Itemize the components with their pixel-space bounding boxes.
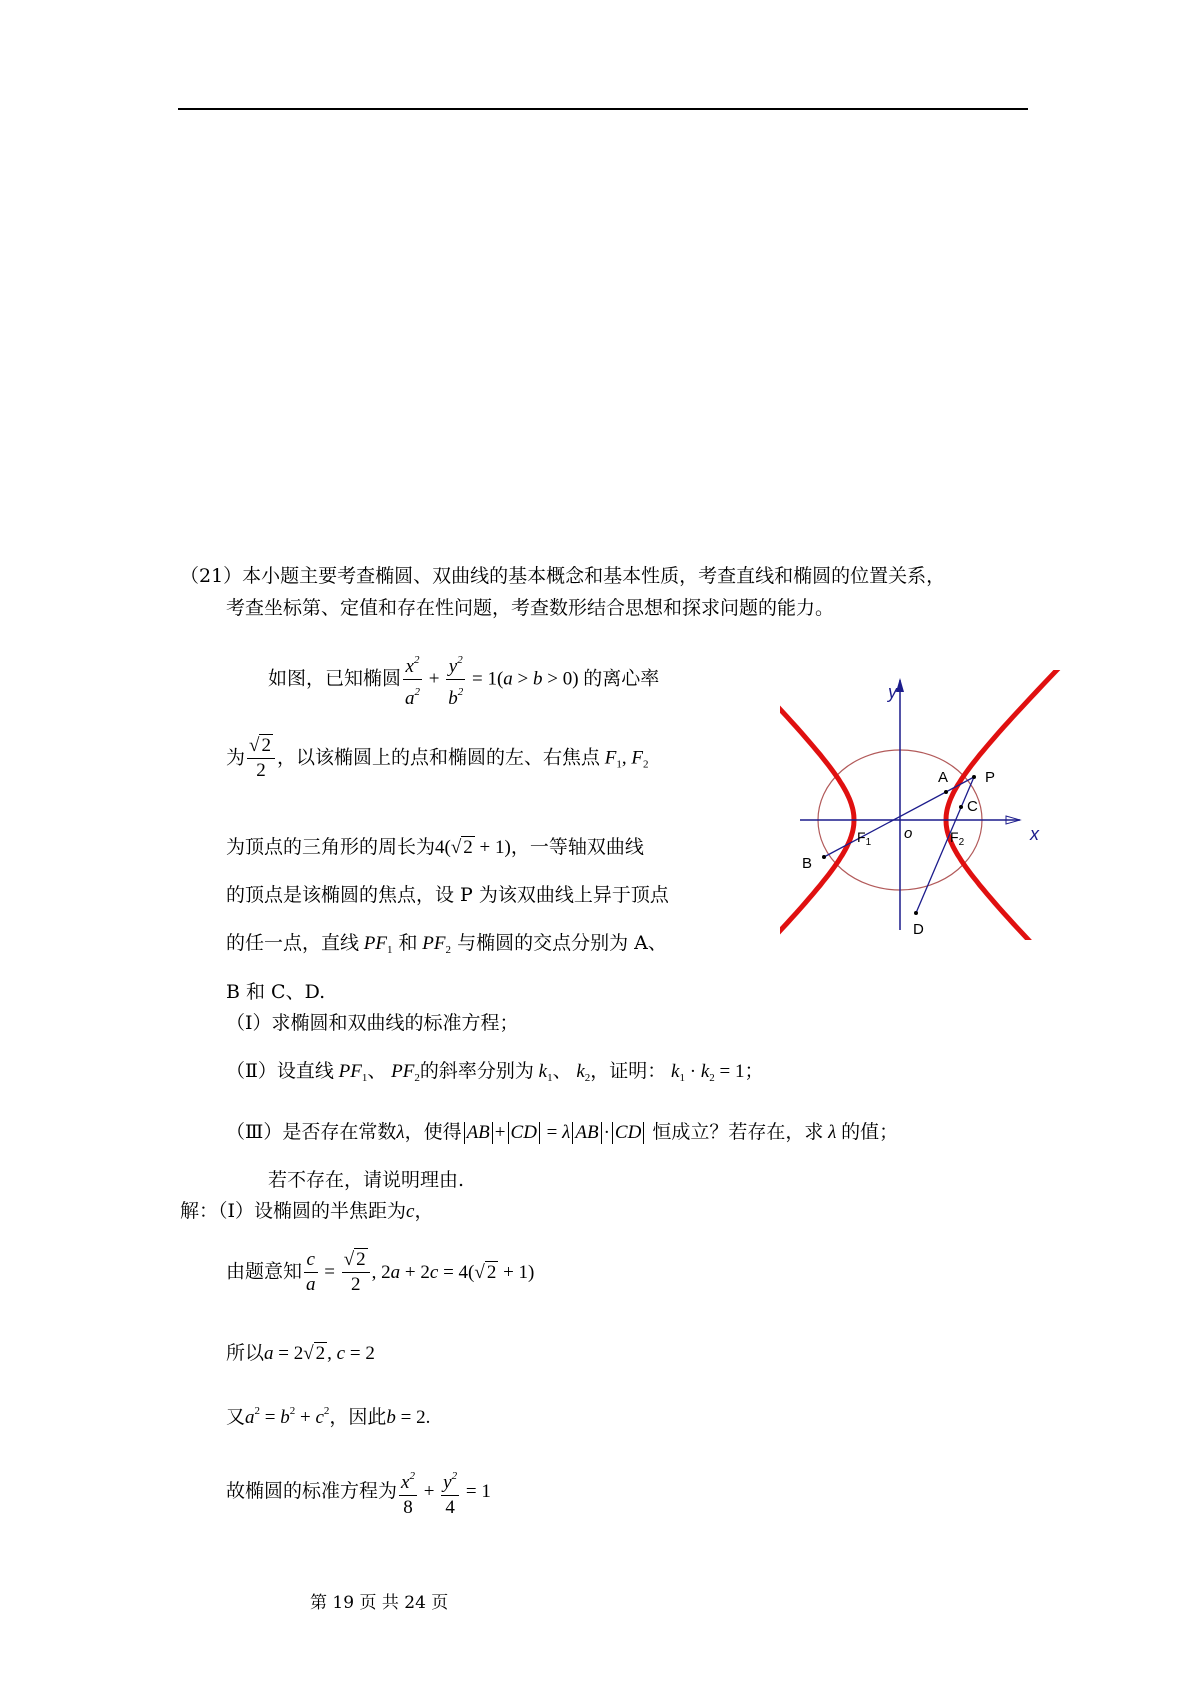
line-pf2 <box>916 777 974 913</box>
top-rule <box>178 108 1028 110</box>
problem-line-3: 为顶点的三角形的周长为4(√ 2 + 1)，一等轴双曲线 <box>226 836 644 858</box>
hyperbola-right-branch <box>946 670 1070 940</box>
point-d <box>914 911 918 915</box>
question-2: （Ⅱ）设直线 $PF_1$、 $PF_2$的斜率分别为 $k_1$、 $k_2$，证明： $k_1 \cdot k_2 = 1$； <box>226 1060 764 1084</box>
question-3: （Ⅲ）是否存在常数λ，使得 AB + CD = λ AB · CD 恒成立？若存在，求 λ 的值； <box>226 1121 899 1143</box>
problem-line-1: 如图，已知椭圆 $\frac{x^2}{a^2}$ + $\frac{y^2}{b^2}$ = 1(a > b > 0) 的离心率 <box>268 648 659 711</box>
problem-line-6: B 和 C、D. <box>226 981 326 1003</box>
solution-line-2: 由题意知 $\frac{c}{a}$ = $\frac{√ 2}{2}$ , 2a + 2c = 4(√ 2 + 1) <box>226 1249 535 1295</box>
label-c: C <box>967 798 978 815</box>
solution-line-5: 故椭圆的标准方程为 $\frac{x^2}{8}$ + $\frac{y^2}{4}$ = 1 <box>226 1464 491 1520</box>
solution-line-1: 解：（Ⅰ）设椭圆的半焦距为c， <box>180 1200 434 1222</box>
label-origin: o <box>904 825 913 842</box>
page-footer: 第 19 页 共 24 页 <box>310 1593 449 1613</box>
solution-line-4: 又$a^2 = b^2 + c^2$，因此b = 2. <box>226 1405 431 1428</box>
problem-line-5: 的任一点，直线 $PF_1$ 和 $PF_2$ 与椭圆的交点分别为 A、 <box>226 932 667 956</box>
solution-line-3: 所以a = 2√ 2 , c = 2 <box>226 1342 375 1364</box>
label-y: y <box>888 682 897 702</box>
problem-line-4: 的顶点是该椭圆的焦点，设 P 为该双曲线上异于顶点 <box>226 884 669 906</box>
problem-header: （21）本小题主要考查椭圆、双曲线的基本概念和基本性质，考查直线和椭圆的位置关系， <box>180 565 946 587</box>
label-p: P <box>985 769 996 786</box>
label-f2: $F_2$ <box>950 829 965 848</box>
y-axis-arrow-icon <box>896 678 904 692</box>
label-b: B <box>802 855 813 872</box>
point-a <box>944 790 948 794</box>
label-x: x <box>1030 824 1039 844</box>
label-d: D <box>913 921 924 938</box>
problem-header-2: 考查坐标第、定值和存在性问题，考查数形结合思想和探求问题的能力。 <box>226 597 835 619</box>
hyperbola-left-branch <box>780 670 854 940</box>
point-b <box>822 855 826 859</box>
point-c <box>959 805 963 809</box>
point-p <box>972 775 976 779</box>
label-a: A <box>938 769 949 786</box>
label-f1: $F_1$ <box>857 829 872 848</box>
question-1: （Ⅰ）求椭圆和双曲线的标准方程； <box>226 1012 519 1034</box>
problem-line-2: 为 $\frac{√ 2}{2}$ ，以该椭圆上的点和椭圆的左、右焦点 $F_1$, $F_2$ <box>226 735 649 781</box>
ellipse-hyperbola-figure <box>780 670 1070 940</box>
question-3-line-2: 若不存在，请说明理由. <box>268 1169 465 1191</box>
